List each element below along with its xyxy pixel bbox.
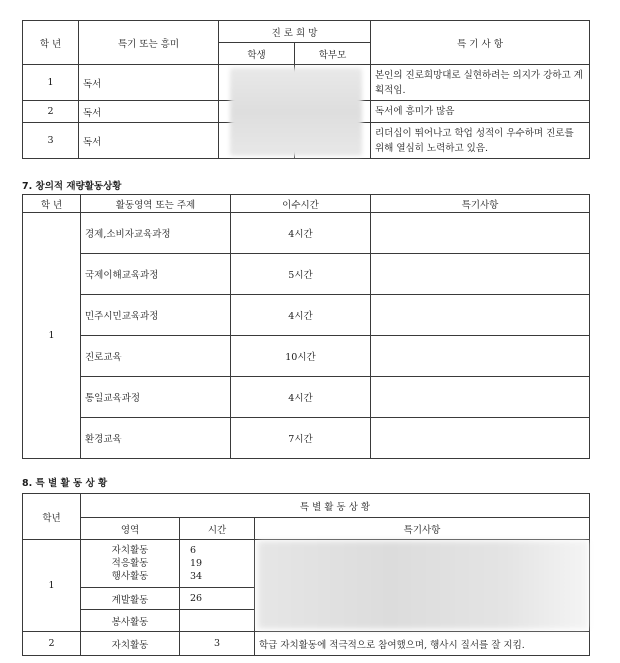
header-area: 영역 bbox=[81, 518, 180, 540]
area-label: 적응활동 bbox=[111, 558, 149, 569]
header-grade: 학년 bbox=[23, 494, 81, 540]
grade-cell: 2 bbox=[23, 632, 81, 656]
header-parent: 학부모 bbox=[295, 43, 371, 65]
area-label: 행사활동 bbox=[111, 571, 149, 582]
table-row bbox=[23, 418, 590, 459]
hours-value: 6 bbox=[190, 545, 197, 556]
remarks-cell bbox=[371, 418, 590, 459]
grade-cell: 1 bbox=[23, 65, 79, 101]
table-row bbox=[23, 295, 590, 336]
area-cell: 계발활동 bbox=[81, 588, 180, 610]
table-row bbox=[23, 632, 590, 656]
remarks-cell bbox=[371, 377, 590, 418]
hours-cell: 10시간 bbox=[231, 336, 371, 377]
section8-title: 8. 특 별 활 동 상 황 bbox=[22, 478, 108, 489]
remarks-cell: 본인의 진로희망대로 실현하려는 의지가 강하고 계획적임. bbox=[371, 65, 590, 101]
remarks-cell bbox=[371, 254, 590, 295]
hours-cell: 4시간 bbox=[231, 377, 371, 418]
grade-cell: 2 bbox=[23, 101, 79, 123]
area-cell: 국제이해교육과정 bbox=[81, 254, 231, 295]
header-career-hope: 진 로 희 망 bbox=[219, 21, 371, 43]
area-cell: 민주시민교육과정 bbox=[81, 295, 231, 336]
area-cell: 봉사활동 bbox=[81, 610, 180, 632]
hours-value: 34 bbox=[190, 571, 203, 582]
header-hours: 이수시간 bbox=[231, 195, 371, 213]
header-remarks: 특 기 사 항 bbox=[371, 21, 590, 65]
creative-activity-table bbox=[22, 194, 590, 459]
remarks-cell: 리더십이 뛰어나고 학업 성적이 우수하며 진로를 위해 열심히 노력하고 있음. bbox=[371, 123, 590, 159]
redacted-special-remarks bbox=[258, 541, 588, 629]
header-hours: 시간 bbox=[180, 518, 255, 540]
interest-cell: 독서 bbox=[79, 123, 219, 159]
table-row bbox=[23, 377, 590, 418]
area-cell: 진로교육 bbox=[81, 336, 231, 377]
table-row bbox=[23, 336, 590, 377]
hours-cell: 7시간 bbox=[231, 418, 371, 459]
header-grade: 학 년 bbox=[23, 195, 81, 213]
grade-cell: 3 bbox=[23, 123, 79, 159]
area-cell: 통일교육과정 bbox=[81, 377, 231, 418]
header-special-activity: 특 별 활 동 상 황 bbox=[81, 494, 590, 518]
interest-cell: 독서 bbox=[79, 65, 219, 101]
header-area: 활동영역 또는 주제 bbox=[81, 195, 231, 213]
hours-value: 19 bbox=[190, 558, 203, 569]
table-row bbox=[23, 254, 590, 295]
hours-group-cell bbox=[180, 540, 255, 588]
hours-cell: 3 bbox=[180, 632, 255, 656]
remarks-cell: 독서에 흥미가 많음 bbox=[371, 101, 590, 123]
area-cell: 환경교육 bbox=[81, 418, 231, 459]
header-remarks: 특기사항 bbox=[255, 518, 590, 540]
section7-title: 7. 창의적 재량활동상황 bbox=[22, 181, 122, 192]
header-remarks: 특기사항 bbox=[371, 195, 590, 213]
area-group-cell bbox=[81, 540, 180, 588]
grade-cell: 1 bbox=[23, 213, 81, 459]
hours-cell: 26 bbox=[180, 588, 255, 610]
hours-cell: 4시간 bbox=[231, 213, 371, 254]
remarks-cell bbox=[371, 336, 590, 377]
area-cell: 경제,소비자교육과정 bbox=[81, 213, 231, 254]
header-interest: 특기 또는 흥미 bbox=[79, 21, 219, 65]
interest-cell: 독서 bbox=[79, 101, 219, 123]
area-label: 자치활동 bbox=[111, 545, 149, 556]
hours-cell: 4시간 bbox=[231, 295, 371, 336]
remarks-cell bbox=[371, 295, 590, 336]
remarks-cell bbox=[371, 213, 590, 254]
hours-cell bbox=[180, 610, 255, 632]
redacted-career-hope bbox=[230, 68, 362, 156]
area-cell: 자치활동 bbox=[81, 632, 180, 656]
header-student: 학생 bbox=[219, 43, 295, 65]
table-row bbox=[23, 213, 590, 254]
grade-cell: 1 bbox=[23, 540, 81, 632]
hours-cell: 5시간 bbox=[231, 254, 371, 295]
remarks-cell: 학급 자치활동에 적극적으로 참여했으며, 행사시 질서를 잘 지킴. bbox=[255, 632, 590, 656]
header-grade: 학 년 bbox=[23, 21, 79, 65]
